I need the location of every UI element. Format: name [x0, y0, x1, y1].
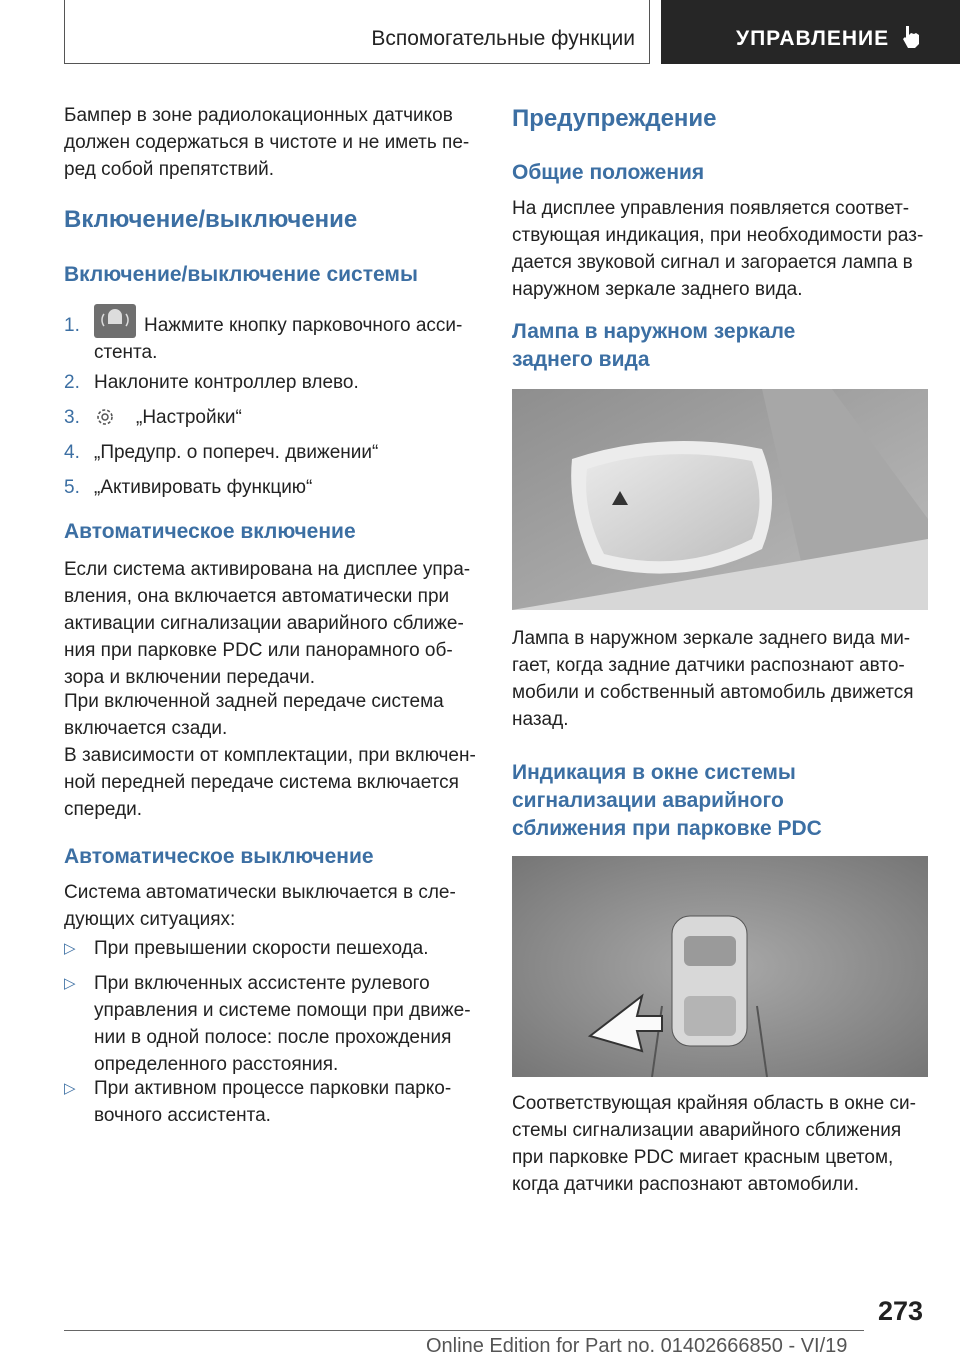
heading-pdc-line-2: сигнализации аварийного	[512, 789, 784, 812]
auto-on-p1-line-3: активации сигнализации аварийного сближе-	[64, 613, 464, 634]
auto-on-p3-line-3: спереди.	[64, 799, 143, 820]
footer-divider	[64, 1330, 864, 1331]
bullet-text: При превышении скорости пешехода.	[94, 938, 429, 959]
intro-line-3: ред собой препятствий.	[64, 159, 274, 180]
bullet-text: При включенных ассистенте рулевого	[94, 973, 430, 994]
step-number: 5.	[64, 477, 80, 498]
intro-line-1: Бампер в зоне радиолокационных датчиков	[64, 105, 453, 126]
heading-auto-on: Автоматическое включение	[64, 520, 356, 543]
gear-icon	[94, 406, 116, 428]
header-section-title: Вспомогательные функции	[371, 27, 635, 50]
mirror-caption-line-3: мобили и собственный автомобиль движется	[512, 682, 914, 703]
heading-pdc-line-1: Индикация в окне системы	[512, 761, 796, 784]
heading-general: Общие положения	[512, 161, 705, 184]
step-number: 2.	[64, 372, 80, 393]
auto-on-p3-line-2: ной передней передаче система включается	[64, 772, 459, 793]
mirror-illustration	[512, 389, 928, 610]
step-3-text: „Настройки“	[136, 407, 242, 428]
step-5-text: „Активировать функцию“	[94, 477, 313, 498]
pdc-caption-line-1: Соответствующая крайняя область в окне си-	[512, 1093, 916, 1114]
general-line-2: ствующая индикация, при необходимости раз-	[512, 225, 924, 246]
pointing-hand-icon	[901, 24, 923, 50]
auto-on-p2-line-2: включается сзади.	[64, 718, 228, 739]
header-chapter-title: УПРАВЛЕНИЕ	[736, 27, 890, 50]
auto-on-p3-line-1: В зависимости от комплектации, при включен-	[64, 745, 476, 766]
bullet-text: вочного ассистента.	[94, 1105, 271, 1126]
heading-mirror-line-1: Лампа в наружном зеркале	[512, 320, 796, 343]
header-chapter-box	[661, 0, 960, 64]
step-number: 1.	[64, 315, 80, 336]
bullet-text: управления и системе помощи при движе-	[94, 1000, 471, 1021]
intro-line-2: должен содержаться в чистоте и не иметь пе-	[64, 132, 470, 153]
auto-on-p2-line-1: При включенной задней передаче система	[64, 691, 444, 712]
bullet-triangle-icon: ▷	[64, 975, 76, 992]
heading-pdc-line-3: сближения при парковке PDC	[512, 817, 822, 840]
header-section-box	[64, 0, 650, 64]
auto-on-p1-line-1: Если система активирована на дисплее упра-	[64, 559, 471, 580]
bullet-triangle-icon: ▷	[64, 1080, 76, 1097]
auto-on-p1-line-5: зора и включении передачи.	[64, 667, 315, 688]
auto-on-p1-line-4: ния при парковке PDC или панорамного об-	[64, 640, 453, 661]
step-4-text: „Предупр. о попереч. движении“	[94, 442, 379, 463]
pdc-caption-line-3: при парковке PDC мигает красным цветом,	[512, 1147, 894, 1168]
step-1-text-line-1: Нажмите кнопку парковочного асси-	[144, 315, 463, 336]
general-line-4: наружном зеркале заднего вида.	[512, 279, 803, 300]
page-number: 273	[878, 1296, 924, 1326]
general-line-3: дается звуковой сигнал и загорается лампа в	[512, 252, 913, 273]
bullet-text: нии в одной полосе: после прохождения	[94, 1027, 452, 1048]
bullet-text: определенного расстояния.	[94, 1054, 339, 1075]
step-1-text-line-2: стента.	[94, 342, 158, 363]
auto-on-p1-line-2: вления, она включается автоматически при	[64, 586, 450, 607]
pdc-caption-line-2: стемы сигнализации аварийного сближения	[512, 1120, 902, 1141]
step-number: 3.	[64, 407, 80, 428]
bullet-triangle-icon: ▷	[64, 940, 76, 957]
park-assist-button-icon	[94, 304, 136, 338]
pdc-caption-line-4: когда датчики распознают автомобили.	[512, 1174, 860, 1195]
bullet-text: При активном процессе парковки парко-	[94, 1078, 452, 1099]
heading-system-on-off: Включение/выключение системы	[64, 263, 418, 286]
heading-auto-off: Автоматическое выключение	[64, 845, 374, 868]
mirror-caption-line-1: Лампа в наружном зеркале заднего вида ми-	[512, 628, 911, 649]
heading-on-off: Включение/выключение	[64, 206, 358, 233]
footer-edition: Online Edition for Part no. 01402666850 - VI/19	[426, 1335, 848, 1357]
step-2-text: Наклоните контроллер влево.	[94, 372, 359, 393]
general-line-1: На дисплее управления появляется соответ-	[512, 198, 910, 219]
auto-off-line-2: дующих ситуациях:	[64, 909, 236, 930]
pdc-display-illustration	[512, 856, 928, 1077]
mirror-caption-line-2: гает, когда задние датчики распознают авто-	[512, 655, 905, 676]
mirror-caption-line-4: назад.	[512, 709, 569, 730]
heading-mirror-line-2: заднего вида	[512, 348, 650, 371]
heading-warning: Предупреждение	[512, 105, 717, 132]
step-number: 4.	[64, 442, 80, 463]
auto-off-line-1: Система автоматически выключается в сле-	[64, 882, 456, 903]
